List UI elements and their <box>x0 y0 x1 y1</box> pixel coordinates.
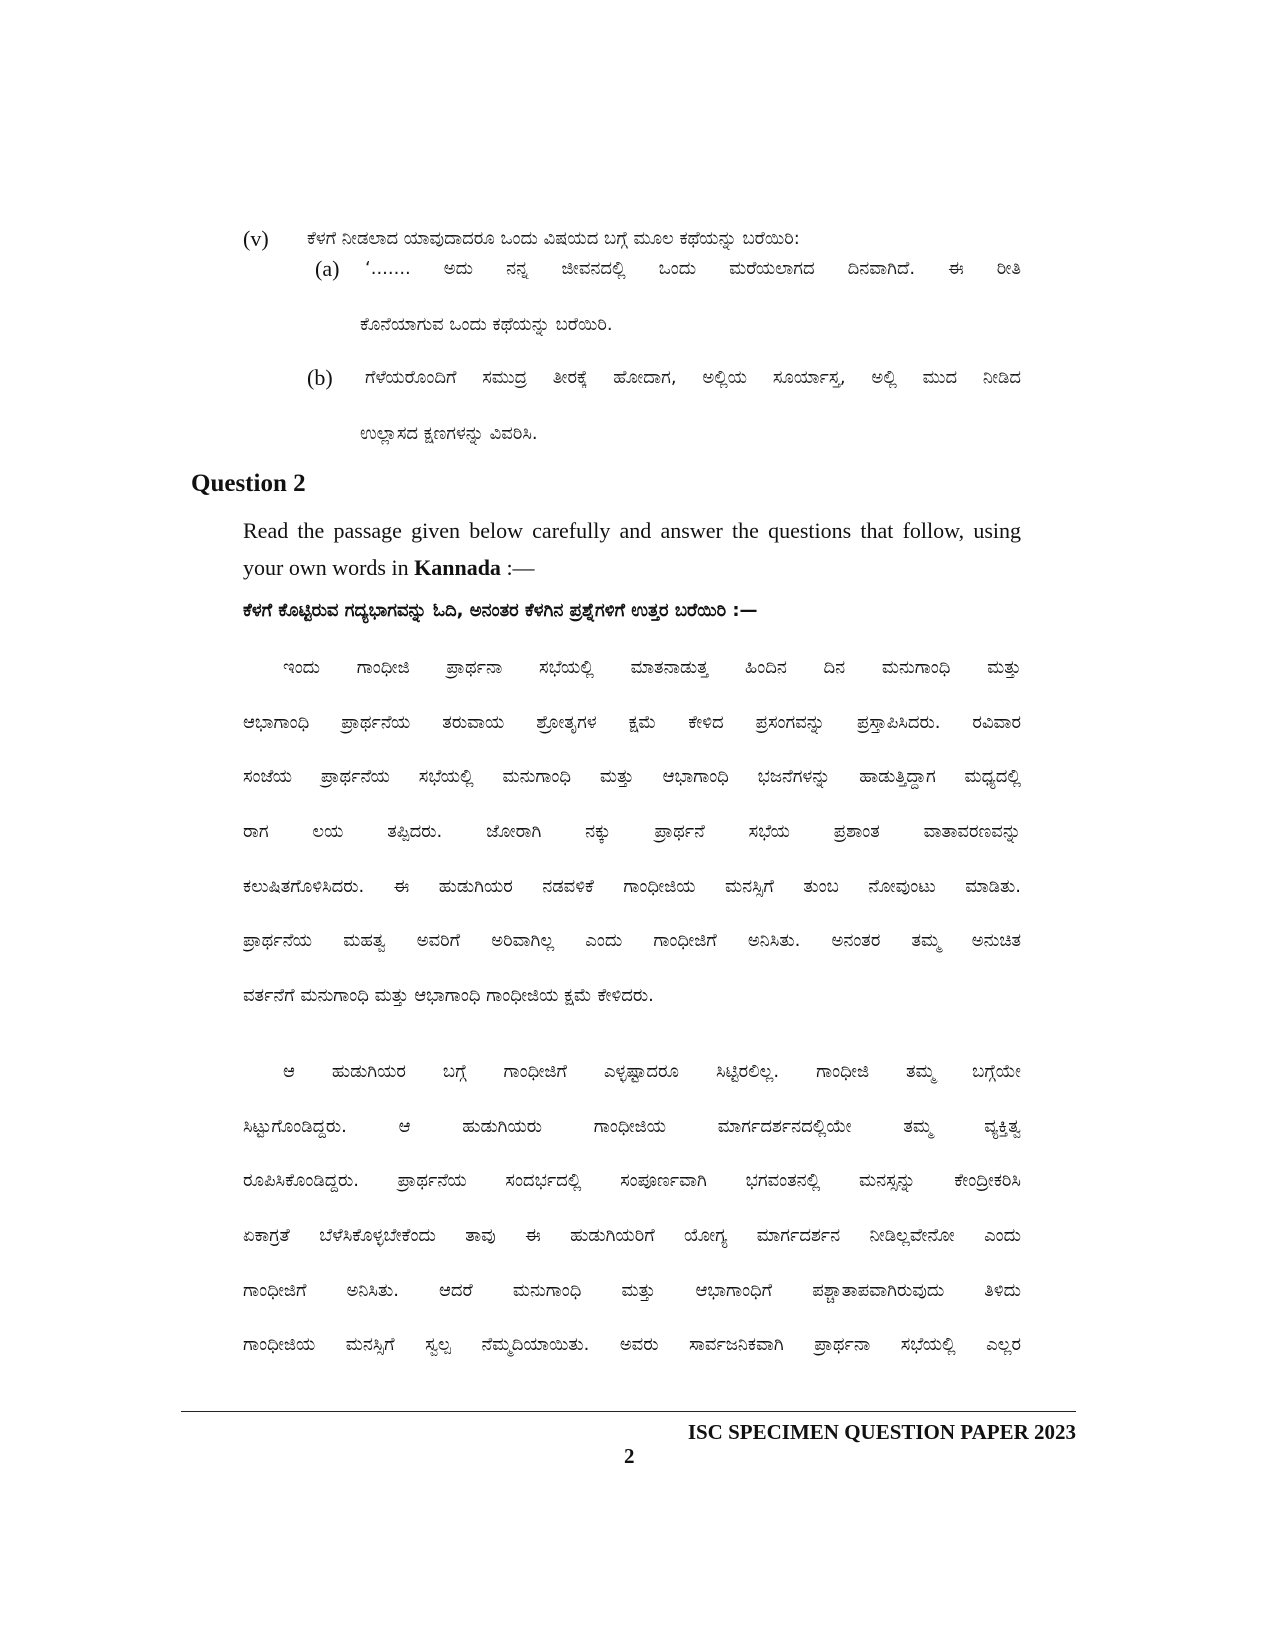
passage-line: ಕಲುಷಿತಗೊಳಿಸಿದರು. ಈ ಹುಡುಗಿಯರ ನಡವಳಿಕೆ ಗಾಂಧೀಜಿಯ ಮನಸ್ಸಿಗೆ ತುಂಬ ನೋವುಂಟು ಮಾಡಿತು. <box>243 876 1021 897</box>
passage-line: ಏಕಾಗ್ರತೆ ಬೆಳೆಸಿಕೊಳ್ಳಬೇಕೆಂದು ತಾವು ಈ ಹುಡುಗಿಯರಿಗೆ ಯೋಗ್ಯ ಮಾರ್ಗದರ್ಶನ ನೀಡಿಲ್ಲವೇನೋ ಎಂದು <box>243 1225 1021 1246</box>
passage-line: ವರ್ತನೆಗೆ ಮನುಗಾಂಧಿ ಮತ್ತು ಆಭಾಗಾಂಧಿ ಗಾಂಧೀಜಿಯ ಕ್ಷಮೆ ಕೇಳಿದರು. <box>243 985 654 1006</box>
passage-line: ಸಂಜೆಯ ಪ್ರಾರ್ಥನೆಯ ಸಭೆಯಲ್ಲಿ ಮನುಗಾಂಧಿ ಮತ್ತು ಆಭಾಗಾಂಧಿ ಭಜನೆಗಳನ್ನು ಹಾಡುತ್ತಿದ್ದಾಗ ಮಧ್ಯದಲ್ಲಿ <box>243 766 1021 787</box>
passage-line: ರಾಗ ಲಯ ತಪ್ಪಿದರು. ಜೋರಾಗಿ ನಕ್ಕು ಪ್ರಾರ್ಥನೆ ಸಭೆಯ ಪ್ರಶಾಂತ ವಾತಾವರಣವನ್ನು <box>243 821 1021 842</box>
instruction-line-2 <box>243 555 1021 581</box>
question-heading: Question 2 <box>191 470 306 497</box>
item-v-intro: ಕೆಳಗೆ ನೀಡಲಾದ ಯಾವುದಾದರೂ ಒಂದು ವಿಷಯದ ಬಗ್ಗೆ ಮೂಲ ಕಥೆಯನ್ನು ಬರೆಯಿರಿ: <box>307 228 800 249</box>
passage-line: ರೂಪಿಸಿಕೊಂಡಿದ್ದರು. ಪ್ರಾರ್ಥನೆಯ ಸಂದರ್ಭದಲ್ಲಿ ಸಂಪೂರ್ಣವಾಗಿ ಭಗವಂತನಲ್ಲಿ ಮನಸ್ಸನ್ನು ಕೇಂದ್ರೀಕರಿಸಿ <box>243 1170 1021 1191</box>
option-a-line2: ಕೊನೆಯಾಗುವ ಒಂದು ಕಥೆಯನ್ನು ಬರೆಯಿರಿ. <box>360 314 613 335</box>
passage-line: ಗಾಂಧೀಜಿಯ ಮನಸ್ಸಿಗೆ ಸ್ವಲ್ಪ ನೆಮ್ಮದಿಯಾಯಿತು. ಅವರು ಸಾರ್ವಜನಿಕವಾಗಿ ಪ್ರಾರ್ಥನಾ ಸಭೆಯಲ್ಲಿ ಎಲ್ಲರ <box>243 1334 1021 1355</box>
option-a-line1: ‘....... ಅದು ನನ್ನ ಜೀವನದಲ್ಲಿ ಒಂದು ಮರೆಯಲಾಗದ ದಿನವಾಗಿದೆ. ಈ ರೀತಿ <box>365 258 1021 279</box>
passage-line: ಪ್ರಾರ್ಥನೆಯ ಮಹತ್ವ ಅವರಿಗೆ ಅರಿವಾಗಿಲ್ಲ ಎಂದು ಗಾಂಧೀಜಿಗೆ ಅನಿಸಿತು. ಅನಂತರ ತಮ್ಮ ಅನುಚಿತ <box>243 930 1021 951</box>
passage-line: ಆಭಾಗಾಂಧಿ ಪ್ರಾರ್ಥನೆಯ ತರುವಾಯ ಶ್ರೋತೃಗಳ ಕ್ಷಮೆ ಕೇಳಿದ ಪ್ರಸಂಗವನ್ನು ಪ್ರಸ್ತಾಪಿಸಿದರು. ರವಿವಾರ <box>243 712 1021 733</box>
instruction-line-1: Read the passage given below carefully and answer the questions that follow, using <box>243 518 1021 543</box>
option-b-line1: ಗೆಳೆಯರೊಂದಿಗೆ ಸಮುದ್ರ ತೀರಕ್ಕೆ ಹೋದಾಗ, ಅಲ್ಲಿಯ ಸೂರ್ಯಾಸ್ತ, ಅಲ್ಲಿ ಮುದ ನೀಡಿದ <box>365 367 1021 388</box>
footer-divider <box>181 1411 1076 1412</box>
passage-line: ಇಂದು ಗಾಂಧೀಜಿ ಪ್ರಾರ್ಥನಾ ಸಭೆಯಲ್ಲಿ ಮಾತನಾಡುತ್ತ ಹಿಂದಿನ ದಿನ ಮನುಗಾಂಧಿ ಮತ್ತು <box>283 657 1021 678</box>
language-name: Kannada <box>414 555 501 580</box>
instruction-kannada: ಕೆಳಗೆ ಕೊಟ್ಟಿರುವ ಗದ್ಯಭಾಗವನ್ನು ಓದಿ, ಅನಂತರ ಕೆಳಗಿನ ಪ್ರಶ್ನೆಗಳಿಗೆ ಉತ್ತರ ಬರೆಯಿರಿ :— <box>243 600 758 621</box>
footer-title: ISC SPECIMEN QUESTION PAPER 2023 <box>687 1420 1076 1444</box>
option-b-line2: ಉಲ್ಲಾಸದ ಕ್ಷಣಗಳನ್ನು ವಿವರಿಸಿ. <box>360 423 538 444</box>
item-label-v: (v) <box>243 226 269 251</box>
option-label-a: (a) <box>315 256 340 281</box>
passage-line: ಗಾಂಧೀಜಿಗೆ ಅನಿಸಿತು. ಆದರೆ ಮನುಗಾಂಧಿ ಮತ್ತು ಆಭಾಗಾಂಧಿಗೆ ಪಶ್ಚಾತಾಪವಾಗಿರುವುದು ತಿಳಿದು <box>243 1280 1021 1301</box>
instruction-text: your own words in <box>243 555 415 580</box>
instruction-dash: :— <box>500 555 535 580</box>
option-label-b: (b) <box>307 365 333 390</box>
passage-line: ಸಿಟ್ಟುಗೊಂಡಿದ್ದರು. ಆ ಹುಡುಗಿಯರು ಗಾಂಧೀಜಿಯ ಮಾರ್ಗದರ್ಶನದಲ್ಲಿಯೇ ತಮ್ಮ ವ್ಯಕ್ತಿತ್ವ <box>243 1116 1021 1137</box>
passage-line: ಆ ಹುಡುಗಿಯರ ಬಗ್ಗೆ ಗಾಂಧೀಜಿಗೆ ಎಳ್ಳಷ್ಟಾದರೂ ಸಿಟ್ಟಿರಲಿಲ್ಲ. ಗಾಂಧೀಜಿ ತಮ್ಮ ಬಗ್ಗೆಯೇ <box>283 1061 1021 1082</box>
page-number: 2 <box>624 1444 635 1468</box>
